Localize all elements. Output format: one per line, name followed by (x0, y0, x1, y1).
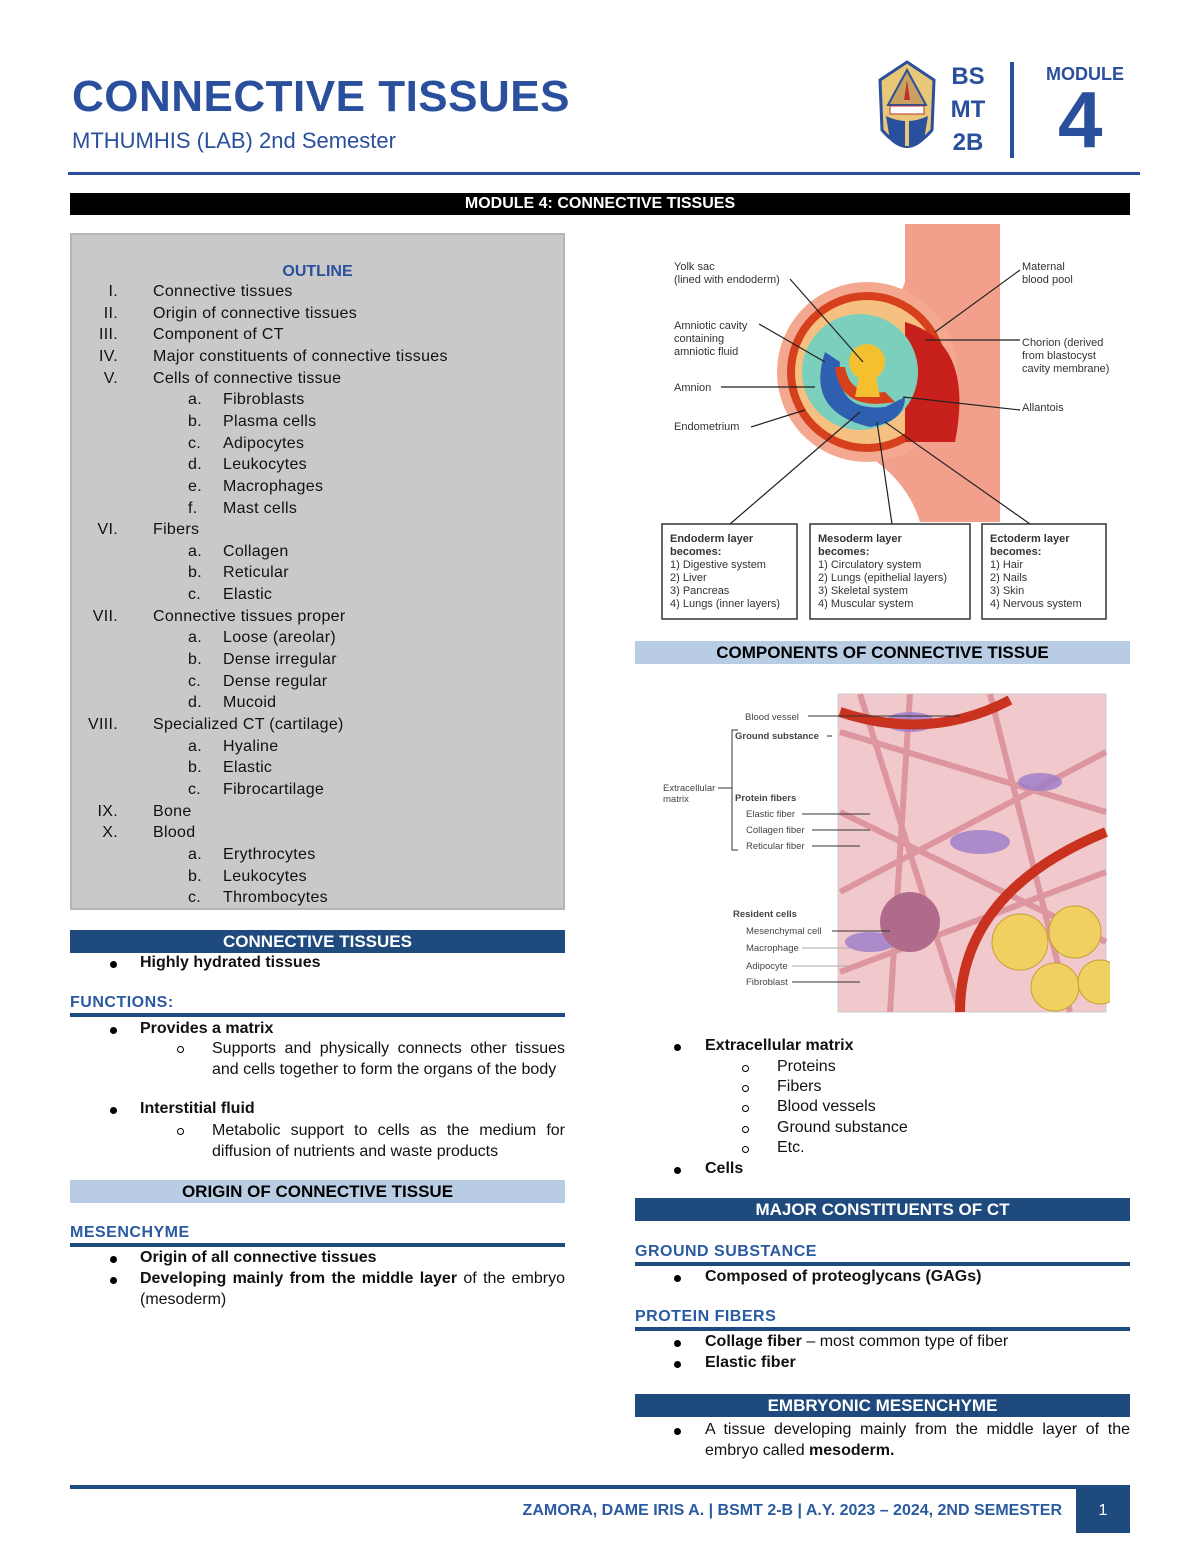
germ-layer-text: Mesoderm layer (818, 533, 902, 545)
figure-label: Elastic fiber (746, 809, 796, 820)
header-rule (68, 172, 1140, 175)
section-heading-major-constituents: MAJOR CONSTITUENTS OF CT (635, 1198, 1130, 1221)
outline-item (72, 692, 562, 713)
outline-number: IX. (97, 802, 118, 820)
outline-number: IV. (99, 347, 118, 365)
list-subitem: Etc. (777, 1138, 805, 1156)
module-banner: MODULE 4: CONNECTIVE TISSUES (70, 193, 1130, 215)
outline-text: Connective tissues proper (153, 607, 346, 625)
outline-item (72, 454, 562, 475)
outline-item (72, 671, 562, 692)
header-divider (1010, 62, 1014, 158)
figure-label: Blood vessel (745, 712, 799, 723)
figure-label: Allantois (1022, 402, 1064, 414)
outline-number: a. (188, 845, 202, 863)
outline-text: Dense irregular (223, 651, 337, 669)
figure-label: Mesenchymal cell (746, 926, 822, 937)
list-item: Provides a matrix (140, 1020, 274, 1037)
germ-layer-text: 3) Pancreas (670, 585, 730, 597)
heading-rule (635, 1262, 1130, 1266)
outline-number: a. (188, 629, 202, 647)
outline-item (72, 779, 562, 800)
germ-layer-text: becomes: (990, 546, 1042, 558)
outline-text: Plasma cells (223, 412, 317, 430)
outline-item (72, 757, 562, 778)
outline-number: V. (103, 369, 118, 387)
list-subitem: Fibers (777, 1078, 822, 1096)
outline-item (72, 411, 562, 432)
list-item (140, 1269, 565, 1310)
outline-item (72, 346, 562, 367)
outline-number: II. (103, 304, 118, 322)
outline-text: Hyaline (223, 737, 279, 755)
outline-item (72, 887, 562, 908)
list-item (705, 1420, 1130, 1461)
outline-item (72, 303, 562, 324)
outline-text: Dense regular (223, 672, 328, 690)
germ-layer-text: 2) Liver (670, 572, 707, 584)
outline-number: e. (188, 477, 202, 495)
list-subitem: Blood vessels (777, 1098, 876, 1116)
outline-text: Erythrocytes (223, 845, 316, 863)
text: of the embryo (mesoderm) (140, 1270, 565, 1308)
figure-label: Reticular fiber (746, 841, 805, 852)
outline-title: OUTLINE (282, 263, 353, 280)
outline-text: Fibroblasts (223, 391, 305, 409)
heading-rule (70, 1243, 565, 1247)
footer-author: ZAMORA, DAME IRIS A. | BSMT 2-B | A.Y. 2023 – 2024, 2ND SEMESTER (522, 1502, 1062, 1519)
outline-text: Leukocytes (223, 456, 307, 474)
outline-text: Fibrocartilage (223, 780, 325, 798)
outline-text: Elastic (223, 759, 273, 777)
germ-layer-text: 1) Circulatory system (818, 559, 922, 571)
outline-number: VIII. (88, 716, 118, 733)
outline-text: Mast cells (223, 499, 298, 517)
outline-text: Elastic (223, 586, 273, 604)
figure-label: blood pool (1022, 274, 1073, 286)
text: – most common type of fiber (801, 1333, 1009, 1350)
figure-label: Amniotic cavity (674, 320, 748, 332)
figure-label: Protein fibers (735, 793, 797, 804)
list-item: Extracellular matrix (705, 1037, 854, 1054)
outline-item (72, 822, 562, 843)
page-number: 1 (1076, 1485, 1130, 1533)
germ-layer-text: 4) Muscular system (818, 598, 914, 610)
figure-label: (lined with endoderm) (674, 274, 780, 286)
outline-text: Component of CT (153, 326, 284, 344)
outline-item (72, 476, 562, 497)
list-item (705, 1332, 1008, 1353)
outline-number: b. (188, 651, 202, 669)
outline-text: Origin of connective tissues (153, 304, 358, 322)
figure-label: Maternal (1022, 261, 1065, 273)
section-heading-connective-tissues: CONNECTIVE TISSUES (70, 930, 565, 953)
outline-number: a. (188, 737, 202, 755)
outline-number: b. (188, 759, 202, 777)
program-line: 2B (952, 129, 984, 156)
outline-text: Specialized CT (cartilage) (153, 716, 344, 733)
connective-tissue-components-figure (660, 692, 1110, 1016)
figure-label: Extracellular (663, 783, 716, 794)
outline-number: VI. (97, 521, 118, 539)
germ-layer-text: becomes: (818, 546, 870, 558)
outline-text: Macrophages (223, 477, 324, 495)
figure-label: Amnion (674, 382, 712, 394)
outline-number: III. (99, 326, 118, 344)
list-subitem: Proteins (777, 1058, 836, 1075)
germ-layer-text: becomes: (670, 546, 722, 558)
outline-number: b. (188, 412, 202, 430)
outline-item (72, 866, 562, 887)
text: A tissue developing mainly from the middle layer of the embryo called (705, 1421, 1130, 1459)
outline-number: b. (188, 867, 202, 885)
outline-item (72, 433, 562, 454)
outline-item (72, 844, 562, 865)
outline-number: f. (188, 499, 198, 517)
school-seal-logo (876, 60, 938, 160)
outline-item (72, 324, 562, 345)
bold-text: Developing mainly from the middle layer (140, 1270, 458, 1287)
germ-layer-text: 2) Lungs (epithelial layers) (818, 572, 948, 584)
outline-number: c. (188, 780, 202, 798)
outline-item (72, 627, 562, 648)
outline-text: Bone (153, 802, 192, 820)
figure-label: Adipocyte (746, 961, 788, 972)
section-heading-embryonic-mesenchyme: EMBRYONIC MESENCHYME (635, 1394, 1130, 1417)
germ-layer-text: 3) Skeletal system (818, 585, 908, 597)
list-subitem: Ground substance (777, 1118, 908, 1136)
germ-layer-text: 1) Hair (990, 559, 1024, 571)
list-subitem: Supports and physically connects other tissues and cells together to form the organs of the body (212, 1040, 565, 1078)
outline-text: Major constituents of connective tissues (153, 347, 448, 365)
list-item: Origin of all connective tissues (140, 1249, 377, 1266)
outline-item (72, 584, 562, 605)
outline-text: Thrombocytes (223, 889, 328, 907)
outline-item (72, 368, 562, 389)
outline-text: Cells of connective tissue (153, 369, 342, 387)
list-item: Elastic fiber (705, 1354, 796, 1371)
outline-number: d. (188, 456, 202, 474)
germ-layer-text: Endoderm layer (670, 533, 754, 545)
heading-rule (70, 1013, 565, 1017)
figure-label: Macrophage (746, 943, 799, 954)
outline-box (70, 233, 565, 910)
outline-text: Reticular (223, 564, 289, 582)
outline-item (72, 281, 562, 302)
figure-label: Resident cells (733, 909, 797, 920)
outline-number: b. (188, 564, 202, 582)
outline-item (72, 498, 562, 519)
program-line: MT (950, 96, 986, 123)
list-item: Composed of proteoglycans (GAGs) (705, 1268, 982, 1285)
outline-number: c. (188, 889, 202, 907)
outline-text: Fibers (153, 521, 200, 539)
figure-label: Collagen fiber (746, 825, 805, 836)
germ-layer-text: Ectoderm layer (990, 533, 1070, 545)
germ-layer-text: 4) Nervous system (990, 598, 1082, 610)
figure-label: containing (674, 333, 725, 345)
outline-item (72, 801, 562, 822)
list-item: Highly hydrated tissues (140, 954, 321, 971)
outline-text: Blood (153, 824, 196, 842)
functions-heading: FUNCTIONS: (70, 994, 174, 1011)
outline-number: c. (188, 586, 202, 604)
outline-number: c. (188, 672, 202, 690)
bold-text: mesoderm. (809, 1441, 895, 1459)
outline-text: Leukocytes (223, 867, 307, 885)
bold-text: Collage fiber (705, 1333, 802, 1350)
document-subtitle: MTHUMHIS (LAB) 2nd Semester (72, 128, 396, 153)
heading-rule (635, 1327, 1130, 1331)
figure-label: Fibroblast (746, 977, 788, 988)
outline-item (72, 606, 562, 627)
germ-layer-text: 2) Nails (990, 572, 1028, 584)
figure-label: Ground substance (735, 731, 819, 742)
module-label: MODULE (1046, 64, 1124, 84)
figure-label: from blastocyst (1022, 350, 1096, 362)
outline-item (72, 562, 562, 583)
figure-label: Endometrium (674, 421, 740, 433)
module-number: 4 (1058, 75, 1103, 164)
outline-text: Adipocytes (223, 434, 305, 452)
outline-item (72, 389, 562, 410)
outline-number: a. (188, 391, 202, 409)
outline-text: Mucoid (223, 694, 277, 712)
outline-number: X. (102, 824, 118, 842)
ground-substance-heading: GROUND SUBSTANCE (635, 1243, 817, 1260)
figure-label: matrix (663, 794, 689, 805)
outline-item (72, 736, 562, 757)
footer-rule (70, 1485, 1076, 1489)
outline-number: d. (188, 694, 202, 712)
outline-text: Collagen (223, 542, 289, 560)
figure-label: Chorion (derived (1022, 337, 1104, 349)
germ-layer-text: 4) Lungs (inner layers) (670, 598, 781, 610)
germ-layer-text: 3) Skin (990, 585, 1025, 597)
figure-label: cavity membrane) (1022, 363, 1110, 375)
figure-label: Yolk sac (674, 261, 715, 273)
list-subitem: Metabolic support to cells as the medium for diffusion of nutrients and waste products (212, 1122, 565, 1160)
document-title: CONNECTIVE TISSUES (72, 72, 570, 121)
program-line: BS (951, 63, 985, 90)
outline-number: a. (188, 542, 202, 560)
outline-item (72, 541, 562, 562)
list-item: Cells (705, 1160, 744, 1177)
embryo-germ-layers-figure (655, 222, 1115, 624)
mesenchyme-heading: MESENCHYME (70, 1224, 190, 1241)
germ-layer-text: 1) Digestive system (670, 559, 766, 571)
program-code (948, 60, 988, 159)
outline-number: c. (188, 434, 202, 452)
outline-item (72, 714, 562, 735)
outline-item (72, 519, 562, 540)
section-heading-components: COMPONENTS OF CONNECTIVE TISSUE (635, 641, 1130, 664)
outline-number: I. (108, 283, 118, 300)
outline-text: Loose (areolar) (223, 629, 336, 647)
protein-fibers-heading: PROTEIN FIBERS (635, 1308, 777, 1325)
list-item: Interstitial fluid (140, 1100, 255, 1117)
figure-label: amniotic fluid (674, 346, 739, 358)
outline-number: VII. (92, 607, 118, 625)
outline-text: Connective tissues (153, 283, 293, 300)
outline-item (72, 649, 562, 670)
section-heading-origin: ORIGIN OF CONNECTIVE TISSUE (70, 1180, 565, 1203)
